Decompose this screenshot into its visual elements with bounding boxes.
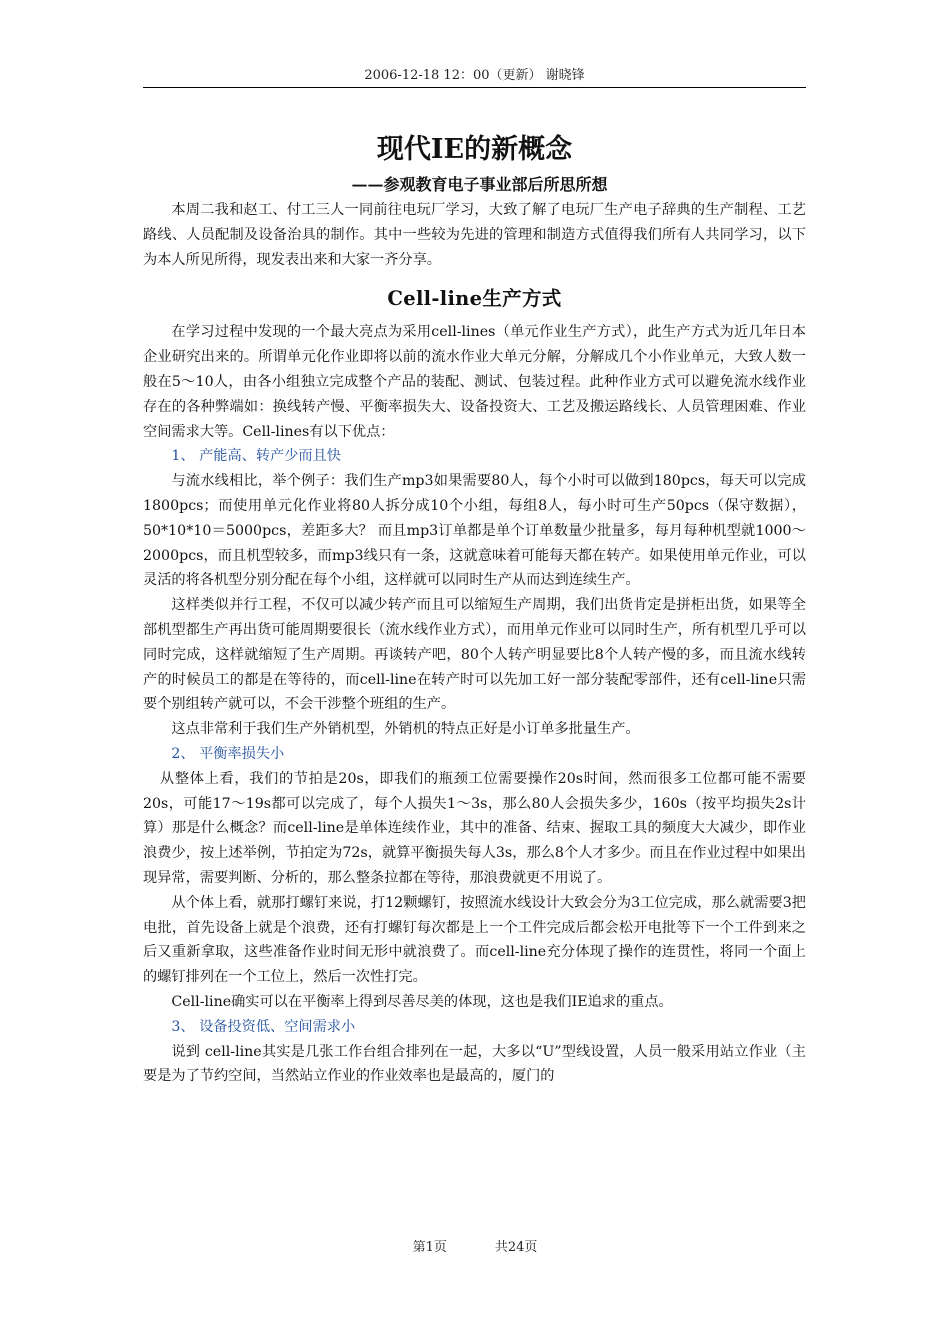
paragraph: 说到 cell-line其实是几张工作台组合排列在一起，大多以“U”型线设置，人员一般采用站立作业（主要是为了节约空间，当然站立作业的作业效率也是最高的，厦门的 xyxy=(143,1043,806,1085)
document-title: 现代IE的新概念 xyxy=(376,134,573,165)
header-divider xyxy=(143,87,806,88)
page-header: 2006-12-18 12：00（更新） 谢晓锋 xyxy=(364,68,585,83)
page-footer xyxy=(0,1239,950,1257)
paragraph: 与流水线相比，举个例子：我们生产mp3如果需要80人，每个小时可以做到180pcs，每天可以完成1800pcs；而使用单元化作业将80人拆分成10个小组，每组8人，每小时可生产50pcs（保守数据），50*10*10＝5000pcs，差距多大？ 而且mp3订单都是单个订单数量少批量多，每月每种机型就1000～2000pcs，而且机型较多，而mp3线只有一条，这就意味着可能每天都在转产。如果使用单元作业，可以灵活的将各机型分别分配在每个小组，这样就可以同时生产从而达到连续生产。 xyxy=(143,473,806,589)
paragraph: 这样类似并行工程，不仅可以减少转产而且可以缩短生产周期，我们出货肯定是拼柜出货，如果等全部机型都生产再出货可能周期要很长（流水线作业方式），而用单元作业可以同时生产，所有机型几乎可以同时完成，这样就缩短了生产周期。再谈转产吧，80个人转产明显要比8个人转产慢的多，而且流水线转产的时候员工的都是在等待的，而cell-line在转产时可以先加工好一部分装配零部件，还有cell-line只需要个别组转产就可以，不会干涉整个班组的生产。 xyxy=(143,597,806,713)
list-item-heading: 2、 平衡率损失小 xyxy=(171,745,285,762)
paragraph: 这点非常利于我们生产外销机型，外销机的特点正好是小订单多批量生产。 xyxy=(171,721,640,738)
list-item-heading: 3、 设备投资低、空间需求小 xyxy=(171,1018,356,1035)
paragraph: 从整体上看，我们的节拍是20s，即我们的瓶颈工位需要操作20s时间，然而很多工位都可能不需要20s，可能17～19s都可以完成了，每个人损失1～3s，那么80人会损失多少，160s（按平均损失2s计算）那是什么概念？而cell-line是单体连续作业，其中的准备、结束、握取工具的频度大大减少，即作业浪费少，按上述举例，节拍定为72s，就算平衡损失每人3s，那么8个人才多少。而且在作业过程中如果出现异常，需要判断、分析的，那么整条拉都在等待，那浪费就更不用说了。 xyxy=(143,770,806,886)
intro-paragraph: 本周二我和赵工、付工三人一同前往电玩厂学习，大致了解了电玩厂生产电子辞典的生产制程、工艺路线、人员配制及设备治具的制作。其中一些较为先进的管理和制造方式值得我们所有人共同学习，以下为本人所见所得，现发表出来和大家一齐分享。 xyxy=(143,202,806,268)
total-pages: 共24页 xyxy=(494,1240,538,1255)
paragraph: 从个体上看，就那打螺钉来说，打12颗螺钉，按照流水线设计大致会分为3工位完成，那么就需要3把电批，首先设备上就是个浪费，还有打螺钉每次都是上一个工件完成后都会松开电批等下一个工件到来之后又重新拿取，这些准备作业时间无形中就浪费了。而cell-line充分体现了操作的连贯性，将同一个面上的螺钉排列在一个工位上，然后一次性打完。 xyxy=(143,894,806,986)
page-number: 第1页 xyxy=(412,1240,447,1255)
section-title: Cell-line生产方式 xyxy=(387,287,562,311)
paragraph: 在学习过程中发现的一个最大亮点为采用cell-lines（单元作业生产方式），此生产方式为近几年日本企业研究出来的。所谓单元化作业即将以前的流水作业大单元分解，分解成几个小作业单元，大致人数一般在5～10人，由各小组独立完成整个产品的装配、测试、包装过程。此种作业方式可以避免流水线作业存在的各种弊端如：换线转产慢、平衡率损失大、设备投资大、工艺及搬运路线长、人员管理困难、作业空间需求大等。Cell-lines有以下优点： xyxy=(143,324,806,440)
document-body xyxy=(143,128,806,1089)
list-item-heading: 1、 产能高、转产少而且快 xyxy=(171,448,341,465)
paragraph: Cell-line确实可以在平衡率上得到尽善尽美的体现，这也是我们IE追求的重点。 xyxy=(171,993,673,1010)
document-subtitle: ——参观教育电子事业部后所思所想 xyxy=(351,175,608,194)
